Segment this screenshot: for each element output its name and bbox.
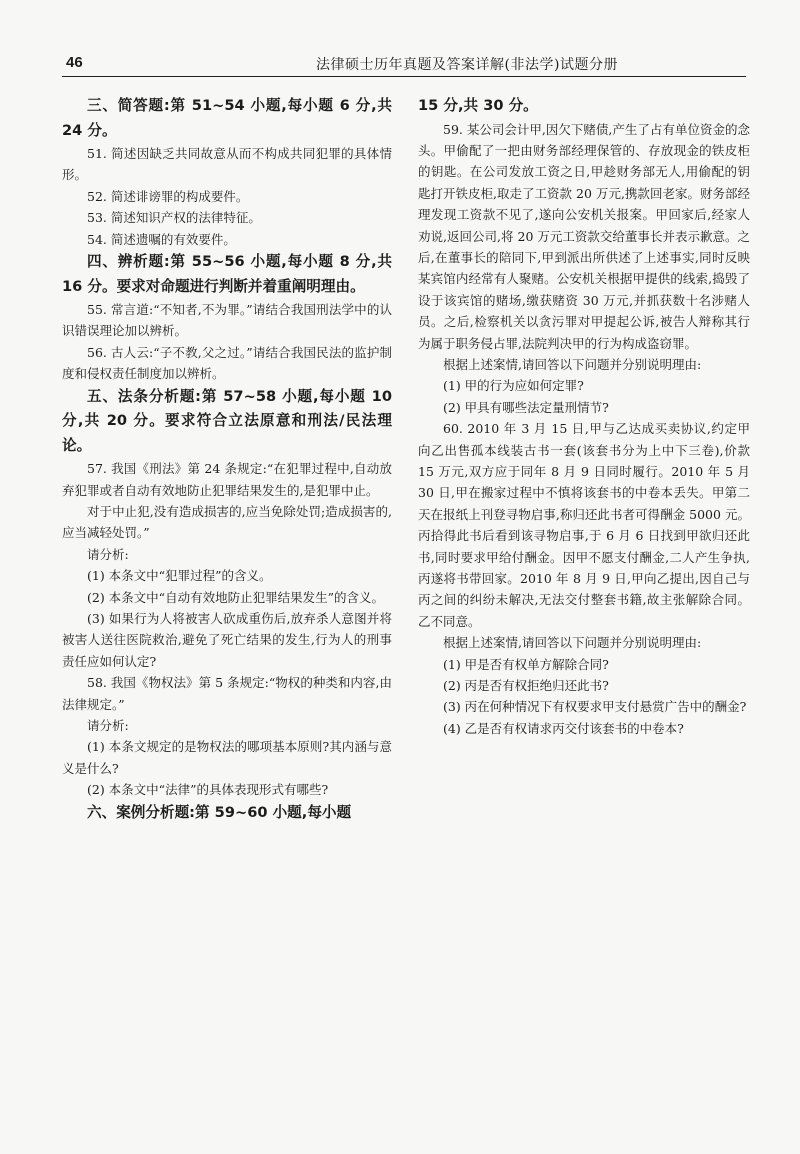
sub-question: (2) 本条文中“自动有效地防止犯罪结果发生”的含义。	[87, 589, 384, 605]
left-column	[62, 94, 392, 825]
analysis-prompt: 请分析:	[87, 546, 129, 562]
right-column	[418, 94, 750, 739]
section-heading: 五、法条分析题:第 57~58 小题,每小题 10 分,共 20 分。要求符合立法原意和刑法/民法理论。	[62, 387, 392, 454]
question-53: 53. 简述知识产权的法律特征。	[87, 210, 261, 226]
question-52: 52. 简述诽谤罪的构成要件。	[87, 188, 249, 204]
sub-question: (1) 本条文规定的是物权法的哪项基本原则?其内涵与意义是什么?	[62, 739, 392, 776]
sub-question: (3) 丙在何种情况下有权要求甲支付悬赏广告中的酬金?	[443, 699, 747, 715]
sub-question: (1) 本条文中“犯罪过程”的含义。	[87, 568, 272, 584]
question-55: 55. 常言道:“不知者,不为罪。”请结合我国刑法学中的认识错误理论加以辨析。	[62, 302, 392, 339]
section-heading: 六、案例分析题:第 59~60 小题,每小题	[87, 803, 352, 821]
running-title: 法律硕士历年真题及答案详解(非法学)试题分册	[316, 57, 618, 73]
page-number: 46	[66, 54, 83, 71]
sub-question: (2) 本条文中“法律”的具体表现形式有哪些?	[87, 782, 329, 798]
question-60: 60. 2010 年 3 月 15 日,甲与乙达成买卖协议,约定甲向乙出售孤本线装古书一套(该套书分为上中下三卷),价款 15 万元,双方应于同年 8 月 9 日同时履行。2010 年 5 月 30 日,甲在搬家过程中不慎将该套书的中卷本丢失。甲第二天在报纸上刊登寻物启事,称归还此书者可得酬金 5000 元。丙拾得此书后看到该寻物启事,于 6 月 6 日找到甲欲归还此书,同时要求甲给付酬金。因甲不愿支付酬金,二人产生争执,丙遂将书带回家。2010 年 8 月 9 日,甲向乙提出,因自己与丙之间的纠纷未解决,无法交付整套书籍,故主张解除合同。乙不同意。	[418, 421, 750, 629]
sub-question: (3) 如果行为人将被害人砍成重伤后,放弃杀人意图并将被害人送往医院救治,避免了死亡结果的发生,行为人的刑事责任应如何认定?	[62, 611, 392, 669]
section-heading-continued: 15 分,共 30 分。	[418, 97, 538, 114]
section-heading: 三、简答题:第 51~54 小题,每小题 6 分,共 24 分。	[62, 97, 392, 139]
question-54: 54. 简述遗嘱的有效要件。	[87, 231, 236, 247]
question-58: 58. 我国《物权法》第 5 条规定:“物权的种类和内容,由法律规定。”	[62, 675, 392, 712]
sub-question: (1) 甲的行为应如何定罪?	[443, 378, 584, 394]
question-57: 57. 我国《刑法》第 24 条规定:“在犯罪过程中,自动放弃犯罪或者自动有效地防止犯罪结果发生的,是犯罪中止。	[62, 461, 392, 498]
question-56: 56. 古人云:“子不教,父之过。”请结合我国民法的监护制度和侵权责任制度加以辨析。	[62, 344, 392, 382]
section-heading: 四、辨析题:第 55~56 小题,每小题 8 分,共 16 分。要求对命题进行判断并着重阐明理由。	[62, 253, 392, 295]
analysis-prompt: 请分析:	[87, 718, 129, 734]
question-51: 51. 简述因缺乏共同故意从而不构成共同犯罪的具体情形。	[62, 146, 392, 183]
page-header	[62, 48, 746, 77]
sub-question: (1) 甲是否有权单方解除合同?	[443, 656, 609, 672]
answer-prompt: 根据上述案情,请回答以下问题并分别说明理由:	[443, 635, 702, 651]
sub-question: (2) 甲具有哪些法定量刑情节?	[443, 399, 609, 415]
question-59: 59. 某公司会计甲,因欠下赌债,产生了占有单位资金的念头。甲偷配了一把由财务部经理保管的、存放现金的铁皮柜的钥匙。在公司发放工资之日,甲趁财务部无人,用偷配的钥匙打开铁皮柜,取走了工资款 20 万元,携款回老家。财务部经理发现工资款不见了,遂向公安机关报案。甲回家后,经家人劝说,返回公司,将 20 万元工资款交给董事长并表示歉意。之后,在董事长的陪同下,甲到派出所供述了上述事实,同时反映某宾馆内经常有人聚赌。公安机关根据甲提供的线索,捣毁了设于该宾馆的赌场,缴获赌资 30 万元,并抓获数十名涉赌人员。之后,检察机关以贪污罪对甲提起公诉,被告人辩称其行为属于职务侵占罪,法院判决甲的行为构成盗窃罪。	[418, 121, 750, 351]
answer-prompt: 根据上述案情,请回答以下问题并分别说明理由:	[443, 356, 702, 372]
sub-question: (2) 丙是否有权拒绝归还此书?	[443, 678, 609, 694]
question-57-quote-cont: 对于中止犯,没有造成损害的,应当免除处罚;造成损害的,应当减轻处罚。”	[62, 503, 392, 541]
sub-question: (4) 乙是否有权请求丙交付该套书的中卷本?	[443, 720, 684, 736]
